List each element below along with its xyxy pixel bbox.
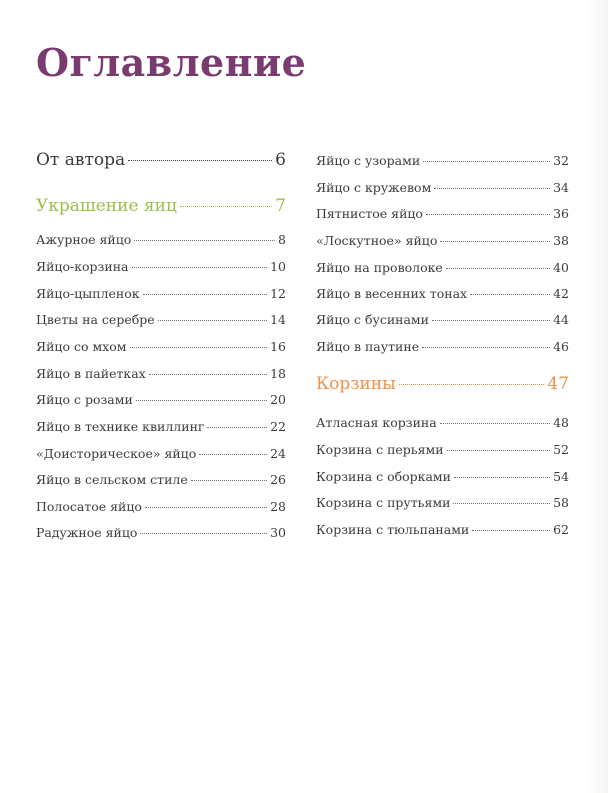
toc-entry[interactable] <box>36 499 286 515</box>
toc-page-number: 28 <box>270 499 286 514</box>
dot-leader <box>132 267 268 268</box>
toc-entry[interactable] <box>316 206 569 222</box>
toc-entry-label: Яйцо с розами <box>36 392 133 407</box>
toc-entry-label: Яйцо в технике квиллинг <box>36 419 205 434</box>
dot-leader <box>440 423 550 424</box>
toc-entry[interactable] <box>316 260 569 276</box>
dot-leader <box>145 507 267 508</box>
toc-entry-label: Радужное яйцо <box>36 525 138 540</box>
toc-page-number: 12 <box>270 286 286 301</box>
toc-page-number: 48 <box>553 415 569 430</box>
dot-leader <box>472 530 550 531</box>
toc-page-number: 16 <box>270 339 286 354</box>
toc-entry-label: Яйцо в сельском стиле <box>36 472 188 487</box>
toc-entry[interactable] <box>316 522 569 538</box>
dot-leader <box>432 320 550 321</box>
toc-entry-label: Ажурное яйцо <box>36 232 132 247</box>
dot-leader <box>207 427 267 428</box>
toc-page-number: 32 <box>553 153 569 168</box>
toc-entry-label: Корзины <box>316 374 396 394</box>
dot-leader <box>128 160 272 161</box>
toc-entry[interactable] <box>36 472 286 488</box>
toc-entry-label: Яйцо-цыпленок <box>36 286 140 301</box>
toc-entry[interactable] <box>36 525 286 541</box>
dot-leader <box>136 400 267 401</box>
toc-entry[interactable] <box>316 153 569 169</box>
toc-entry-label: Пятнистое яйцо <box>316 206 423 221</box>
toc-page-number: 42 <box>553 286 569 301</box>
toc-entry-label: Яйцо с кружевом <box>316 180 432 195</box>
toc-entry[interactable] <box>316 373 569 395</box>
toc-entry-label: Корзина с прутьями <box>316 495 451 510</box>
toc-entry[interactable] <box>316 442 569 458</box>
dot-leader <box>440 241 550 242</box>
toc-page-number: 7 <box>275 196 286 216</box>
toc-page-number: 40 <box>553 260 569 275</box>
dot-leader <box>149 374 267 375</box>
toc-entry[interactable] <box>316 233 569 249</box>
toc-entry-label: Яйцо с узорами <box>316 153 421 168</box>
toc-page-number: 20 <box>270 392 286 407</box>
toc-entry-label: От автора <box>36 150 126 170</box>
toc-entry-label: «Доисторическое» яйцо <box>36 446 197 461</box>
toc-entry-label: Яйцо в паутине <box>316 339 420 354</box>
toc-entry-label: Корзина с оборками <box>316 469 451 484</box>
dot-leader <box>454 477 550 478</box>
toc-entry[interactable] <box>36 286 286 302</box>
toc-page-number: 24 <box>270 446 286 461</box>
toc-page-number: 8 <box>278 232 286 247</box>
dot-leader <box>143 294 268 295</box>
page-title: Оглавление <box>36 40 307 85</box>
toc-entry[interactable] <box>36 419 286 435</box>
toc-entry[interactable] <box>316 415 569 431</box>
toc-page-number: 36 <box>553 206 569 221</box>
toc-entry-label: Атласная корзина <box>316 415 437 430</box>
dot-leader <box>134 240 275 241</box>
toc-page-number: 38 <box>553 233 569 248</box>
dot-leader <box>180 206 272 207</box>
toc-page-number: 34 <box>553 180 569 195</box>
dot-leader <box>199 454 267 455</box>
toc-entry-label: Яйцо на проволоке <box>316 260 443 275</box>
toc-entry[interactable] <box>316 339 569 355</box>
toc-page-number: 26 <box>270 472 286 487</box>
dot-leader <box>422 347 550 348</box>
toc-entry[interactable] <box>36 149 286 171</box>
toc-entry-label: Цветы на серебре <box>36 312 155 327</box>
dot-leader <box>158 320 267 321</box>
toc-page-number: 52 <box>553 442 569 457</box>
toc-page-number: 46 <box>553 339 569 354</box>
dot-leader <box>191 480 267 481</box>
toc-entry[interactable] <box>316 495 569 511</box>
toc-entry[interactable] <box>36 232 286 248</box>
toc-page-number: 54 <box>553 469 569 484</box>
toc-page-number: 30 <box>270 525 286 540</box>
toc-entry-label: Яйцо в пайетках <box>36 366 146 381</box>
toc-page-number: 6 <box>275 150 286 170</box>
toc-page-number: 18 <box>270 366 286 381</box>
dot-leader <box>130 347 268 348</box>
dot-leader <box>446 268 550 269</box>
toc-entry-label: «Лоскутное» яйцо <box>316 233 438 248</box>
toc-page-number: 22 <box>270 419 286 434</box>
toc-entry[interactable] <box>36 446 286 462</box>
toc-entry-label: Полосатое яйцо <box>36 499 142 514</box>
toc-page-number: 44 <box>553 312 569 327</box>
toc-entry[interactable] <box>36 259 286 275</box>
toc-entry[interactable] <box>316 286 569 302</box>
toc-entry[interactable] <box>36 312 286 328</box>
toc-entry-label: Украшение яиц <box>36 196 177 216</box>
toc-entry[interactable] <box>36 339 286 355</box>
dot-leader <box>399 384 545 385</box>
toc-entry-label: Корзина с перьями <box>316 442 444 457</box>
toc-entry[interactable] <box>36 366 286 382</box>
toc-entry-label: Яйцо-корзина <box>36 259 129 274</box>
toc-page-number: 58 <box>553 495 569 510</box>
toc-entry[interactable] <box>316 312 569 328</box>
toc-entry-label: Яйцо с бусинами <box>316 312 429 327</box>
dot-leader <box>434 188 550 189</box>
toc-entry-label: Корзина с тюльпанами <box>316 522 470 537</box>
toc-page-number: 62 <box>553 522 569 537</box>
dot-leader <box>423 161 550 162</box>
dot-leader <box>447 450 551 451</box>
toc-entry[interactable] <box>316 469 569 485</box>
dot-leader <box>453 503 550 504</box>
toc-page-number: 10 <box>270 259 286 274</box>
dot-leader <box>470 294 550 295</box>
toc-entry-label: Яйцо со мхом <box>36 339 127 354</box>
toc-page-number: 14 <box>270 312 286 327</box>
toc-entry[interactable] <box>316 180 569 196</box>
toc-entry[interactable] <box>36 392 286 408</box>
dot-leader <box>426 214 550 215</box>
toc-entry-label: Яйцо в весенних тонах <box>316 286 468 301</box>
dot-leader <box>140 533 267 534</box>
toc-entry[interactable] <box>36 195 286 217</box>
toc-page-number: 47 <box>547 374 569 394</box>
